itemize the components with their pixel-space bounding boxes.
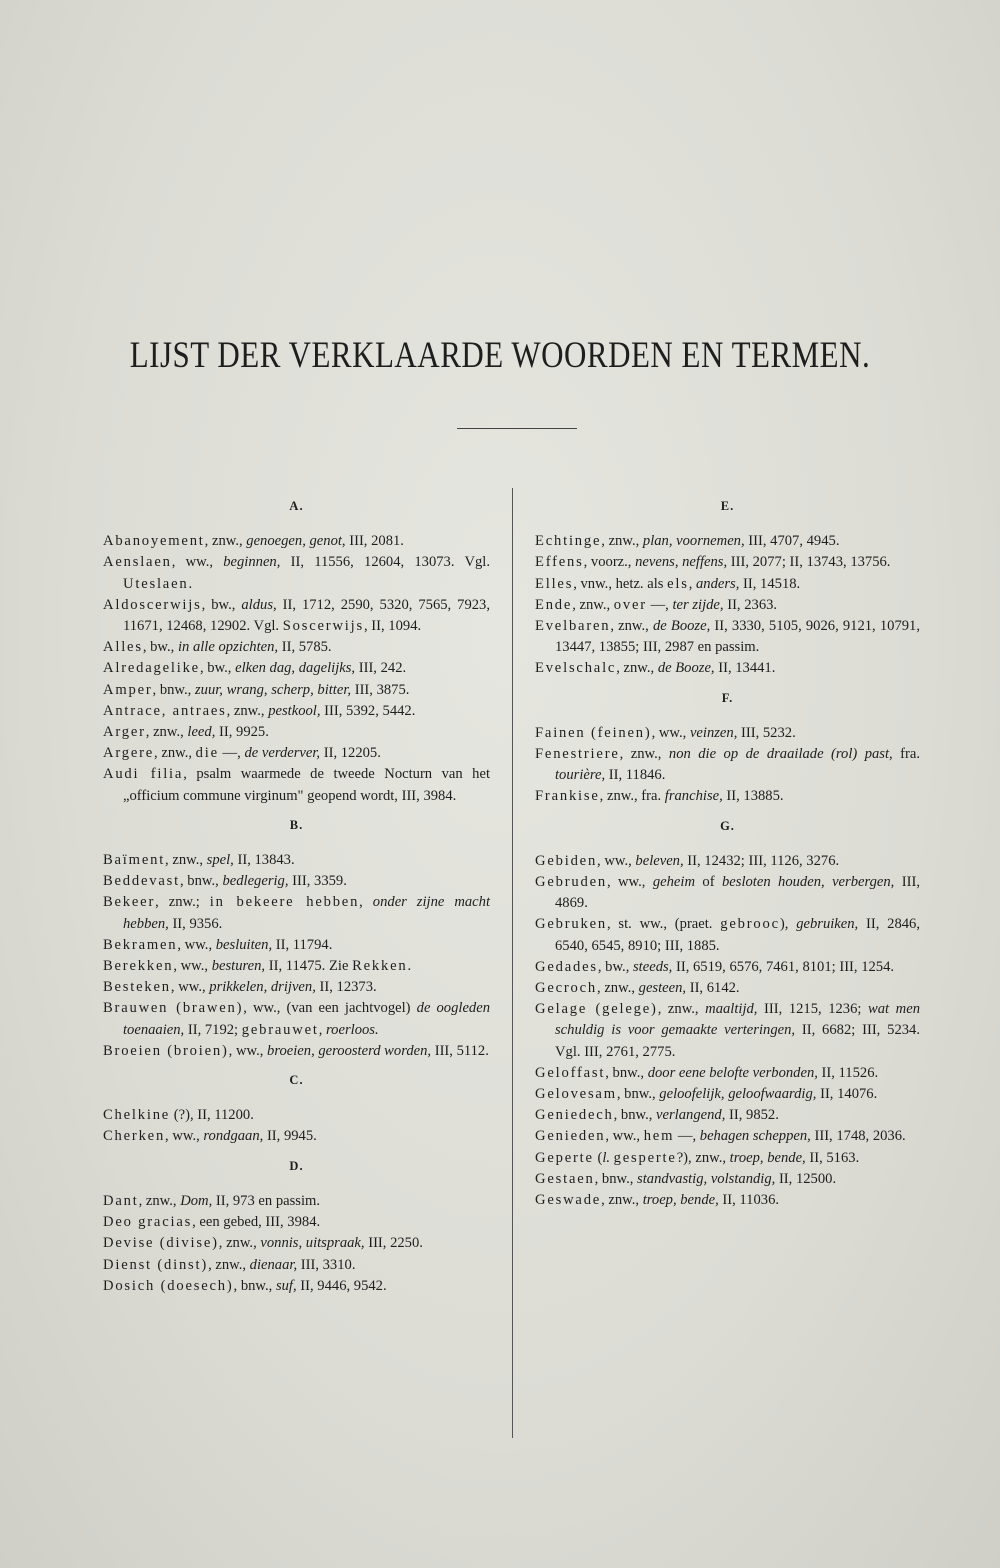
- entry-cross-reference: Soscerwijs: [282, 618, 364, 635]
- entry-text: , ww.,: [165, 1128, 204, 1145]
- entry-definition: pestkool,: [268, 702, 321, 719]
- glossary-entry: [103, 637, 490, 658]
- entry-text: , bnw.,: [180, 873, 223, 890]
- glossary-entry: [535, 552, 920, 573]
- entry-text: (: [593, 1149, 603, 1166]
- entry-headword: Gelovesam: [535, 1086, 617, 1103]
- entry-text: , znw.,: [597, 980, 639, 997]
- entry-definition: gebruiken,: [796, 916, 859, 933]
- glossary-entry: [103, 1255, 490, 1276]
- entry-definition: franchise,: [664, 788, 723, 805]
- glossary-entry: [103, 743, 490, 764]
- entry-text: III, 1748, 2036.: [810, 1128, 906, 1145]
- section-letter: B.: [289, 817, 304, 832]
- entry-text: , ww.,: [606, 874, 653, 891]
- entry-headword: Argere: [103, 745, 155, 762]
- entry-definition: behagen scheppen,: [699, 1128, 811, 1145]
- glossary-entry: [535, 723, 920, 744]
- entry-text: II, 11036.: [718, 1192, 780, 1209]
- entry-headword: Gedades: [535, 958, 598, 975]
- entry-text: III, 5392, 5442.: [320, 702, 416, 719]
- entry-text: II, 3330, 5105, 9026, 9121, 10791, 13447, 13855; III, 2987 en passim.: [555, 618, 920, 656]
- entry-definition: rondgaan,: [203, 1128, 264, 1145]
- entry-text: II, 9446, 9542.: [296, 1277, 387, 1294]
- entry-text: II, 1712, 2590, 5320, 7565, 7923, 11671, 12468, 12902. Vgl.: [123, 596, 490, 635]
- entry-text: , bnw.,: [594, 1170, 638, 1187]
- entry-cross-reference: gebrauwet: [241, 1021, 319, 1038]
- entry-headword: Amper: [103, 681, 153, 698]
- entry-definition: aldus,: [241, 596, 277, 613]
- entry-text: III, 5232.: [737, 724, 796, 741]
- entry-text: II, 9925.: [215, 724, 269, 741]
- glossary-entry: [103, 595, 490, 637]
- entry-definition: roerloos.: [326, 1021, 379, 1038]
- entry-text: II, 12500.: [775, 1170, 837, 1187]
- entry-definition: de Booze,: [652, 618, 711, 635]
- entry-text: II, 14076.: [816, 1086, 878, 1103]
- entry-headword: Gebruden: [535, 874, 607, 891]
- entry-text: III, 2081.: [345, 533, 404, 550]
- entry-definition: dienaar,: [249, 1256, 298, 1273]
- entry-text: —,: [218, 745, 245, 762]
- glossary-entry: [103, 1233, 490, 1254]
- entry-text: III, 2250.: [364, 1235, 423, 1252]
- glossary-entry: [103, 1191, 490, 1212]
- entry-headword: Fenestriere: [535, 746, 620, 763]
- entry-text: , znw.,: [657, 1001, 706, 1018]
- entry-definition: maaltijd,: [705, 1001, 758, 1018]
- entry-headword: Alles: [103, 639, 143, 656]
- entry-text: (?), II, 11200.: [170, 1107, 254, 1124]
- entry-headword: Devise (divise): [103, 1235, 219, 1252]
- entry-text: II, 5785.: [278, 639, 332, 656]
- entry-definition: genoegen, genot,: [246, 533, 346, 550]
- entry-headword: Brauwen (brawen): [103, 1000, 244, 1017]
- entry-text: , ww.,: [171, 554, 224, 571]
- glossary-entry: [535, 595, 920, 616]
- glossary-entry: [535, 574, 920, 595]
- glossary-entry: [535, 957, 920, 978]
- entry-text: , znw.,: [165, 852, 207, 869]
- entry-definition: suf,: [275, 1277, 297, 1294]
- glossary-entry: [535, 851, 920, 872]
- glossary-entry: [103, 850, 490, 871]
- entry-headword: Gebruken: [535, 916, 607, 933]
- entry-definition: beginnen,: [223, 554, 281, 571]
- entry-text: II, 2363.: [723, 596, 778, 613]
- entry-definition: vonnis, uitspraak,: [260, 1235, 365, 1252]
- entry-definition: l.: [602, 1149, 611, 1166]
- entry-text: II, 14518.: [739, 575, 801, 592]
- entry-text: , een gebed, III, 3984.: [192, 1214, 321, 1231]
- entry-text: , znw.,: [601, 533, 643, 550]
- entry-cross-reference: Rekken: [352, 958, 408, 975]
- entry-text: , ww., (van een jachtvogel): [243, 1000, 417, 1017]
- glossary-entry: [103, 1212, 490, 1233]
- entry-text: ,: [688, 575, 696, 592]
- entry-text: II, 2846, 6540, 6545, 8910; III, 1885.: [555, 916, 920, 954]
- section-letter: G.: [720, 818, 735, 833]
- entry-text: II, 11475. Zie: [265, 958, 353, 975]
- entry-definition: wat men schuldig is voor gemaakte verteringen,: [555, 1001, 920, 1039]
- entry-definition: door eene belofte verbonden,: [647, 1064, 818, 1081]
- entry-text: , bw.,: [142, 639, 178, 656]
- glossary-entry: [103, 935, 490, 956]
- glossary-entry: [103, 1276, 490, 1297]
- entry-headword: Audi filia: [103, 766, 184, 783]
- entry-text: , bnw.,: [613, 1107, 657, 1124]
- entry-text: III, 2077; II, 13743, 13756.: [727, 554, 891, 571]
- glossary-entry: [535, 1148, 920, 1169]
- glossary-entry: [535, 1084, 920, 1105]
- entry-headword: Gecroch: [535, 980, 598, 997]
- entry-text: , znw., fra.: [599, 788, 665, 805]
- entry-definition: tourière,: [555, 767, 606, 784]
- entry-text: , znw.,: [601, 1192, 643, 1209]
- entry-text: , bnw.,: [152, 681, 195, 698]
- entry-headword: Geswade: [535, 1192, 602, 1209]
- entry-text: .: [407, 958, 412, 975]
- entry-text: II, 11556, 12604, 13073. Vgl.: [280, 554, 491, 571]
- glossary-entry: [103, 658, 490, 679]
- entry-text: II, 11846.: [605, 767, 666, 784]
- entry-headword: Alredagelike: [103, 660, 200, 677]
- right-column: [535, 488, 920, 1211]
- entry-definition: onder zijne macht hebben,: [123, 894, 491, 932]
- glossary-entry: [103, 531, 490, 552]
- entry-text: II, 13441.: [714, 660, 776, 677]
- entry-text: , znw.,: [145, 724, 188, 741]
- glossary-entry: [535, 914, 920, 956]
- entry-text: , ww.,: [173, 958, 212, 975]
- entry-definition: besluiten,: [215, 936, 273, 953]
- entry-text: III, 3359.: [288, 873, 347, 890]
- glossary-entry: [535, 616, 920, 658]
- entry-text: II, 6142.: [686, 980, 740, 997]
- entry-definition: troep, bende,: [729, 1149, 806, 1166]
- entry-text: II, 13843.: [233, 852, 295, 869]
- entry-definition: besloten houden, verbergen,: [722, 874, 895, 891]
- entry-definition: spel,: [206, 852, 234, 869]
- entry-headword: Gestaen: [535, 1170, 595, 1187]
- entry-definition: plan, voornemen,: [642, 533, 745, 550]
- entry-headword: Broeien (broien): [103, 1042, 229, 1059]
- entry-headword: Evelschalc: [535, 660, 617, 677]
- entry-text: , voorz.,: [583, 554, 636, 571]
- entry-definition: prikkelen, drijven,: [209, 979, 316, 996]
- entry-headword: Beddevast: [103, 873, 180, 890]
- glossary-entry: [535, 1169, 920, 1190]
- entry-definition: besturen,: [211, 958, 266, 975]
- entry-headword: Genieden: [535, 1128, 606, 1145]
- entry-definition: gesteen,: [638, 980, 687, 997]
- entry-text: II, 6682; III, 5234. Vgl. III, 2761, 2775.: [555, 1022, 920, 1060]
- glossary-entry: [535, 1063, 920, 1084]
- entry-headword: Dant: [103, 1192, 139, 1209]
- entry-text: III, 4707, 4945.: [744, 533, 840, 550]
- glossary-entry: [103, 552, 490, 594]
- entry-definition: ter zijde,: [672, 596, 724, 613]
- entry-text: , bw.,: [201, 596, 242, 613]
- entry-headword: Effens: [535, 554, 584, 571]
- entry-text: ,: [318, 1021, 327, 1038]
- entry-definition: de verderver,: [244, 745, 321, 762]
- entry-headword: Aenslaen: [103, 554, 172, 571]
- section-letter: A.: [289, 499, 304, 513]
- entry-text: II, 13885.: [722, 788, 784, 805]
- entry-headword: Baïment: [103, 852, 166, 869]
- entry-text: II, 9852.: [725, 1107, 779, 1124]
- entry-text: II, 12205.: [320, 745, 381, 762]
- entry-headword: Frankise: [535, 788, 600, 805]
- left-column: [103, 488, 490, 1297]
- entry-text: II, 12432; III, 1126, 3276.: [683, 852, 840, 869]
- entry-text: , ww.,: [651, 724, 690, 741]
- glossary-entry: [103, 892, 490, 934]
- entry-text: —,: [674, 1128, 700, 1145]
- entry-definition: de Booze,: [657, 660, 715, 677]
- glossary-entry: [535, 978, 920, 999]
- entry-text: —,: [646, 596, 673, 613]
- glossary-entry: [103, 871, 490, 892]
- entry-headword: Gelage (gelege): [535, 1001, 658, 1018]
- entry-text: .: [188, 575, 193, 592]
- entry-definition: in alle opzichten,: [177, 639, 279, 656]
- entry-text: III, 3875.: [351, 681, 410, 698]
- entry-text: , ww.,: [228, 1042, 268, 1059]
- glossary-entry: [535, 872, 920, 914]
- entry-text: , znw.,: [208, 1256, 250, 1273]
- entry-headword: Cherken: [103, 1128, 166, 1145]
- entry-definition: broeien, geroosterd worden,: [267, 1042, 432, 1059]
- entry-cross-reference: over: [613, 596, 647, 613]
- glossary-entry: [103, 956, 490, 977]
- entry-text: , bw.,: [597, 958, 633, 975]
- glossary-entry: [535, 744, 920, 786]
- entry-headword: Gebiden: [535, 852, 598, 869]
- entry-headword: Berekken: [103, 958, 174, 975]
- entry-text: , znw.,: [619, 746, 669, 763]
- entry-text: , bnw.,: [605, 1064, 648, 1081]
- entry-text: III, 1215, 1236;: [757, 1001, 869, 1018]
- entry-definition: leed,: [187, 724, 216, 741]
- entry-definition: steeds,: [633, 958, 673, 975]
- entry-text: , znw.,: [610, 618, 653, 635]
- entry-cross-reference: els: [667, 575, 689, 592]
- entry-text: , znw.,: [572, 596, 614, 613]
- section-letter: D.: [289, 1158, 304, 1173]
- entry-text: ?), znw.,: [676, 1149, 730, 1166]
- entry-headword: Dienst (dinst): [103, 1256, 209, 1273]
- entry-text: , znw.,: [204, 533, 247, 550]
- glossary-entry: [535, 658, 920, 679]
- entry-text: , znw.,: [616, 660, 658, 677]
- entry-text: II, 7192;: [184, 1021, 242, 1038]
- glossary-entry: [535, 999, 920, 1063]
- entry-text: , ww.,: [170, 979, 210, 996]
- glossary-entry: [103, 1126, 490, 1147]
- entry-text: , ww.,: [597, 852, 636, 869]
- glossary-entry: [535, 531, 920, 552]
- entry-text: , bnw.,: [616, 1086, 660, 1103]
- entry-definition: zuur, wrang, scherp, bitter,: [194, 681, 352, 698]
- glossary-entry: [535, 1126, 920, 1147]
- entry-definition: geloofelijk, geloofwaardig,: [659, 1086, 817, 1103]
- entry-text: , znw.,: [154, 745, 196, 762]
- entry-definition: troep, bende,: [642, 1192, 719, 1209]
- entry-text: , znw.;: [155, 894, 210, 911]
- glossary-entry: [103, 1041, 490, 1062]
- entry-definition: bedlegerig,: [222, 873, 289, 890]
- entry-definition: beleven,: [635, 852, 684, 869]
- entry-text: ,: [359, 894, 373, 911]
- entry-text: , ww.,: [605, 1128, 644, 1145]
- entry-definition: nevens, neffens,: [635, 554, 728, 571]
- entry-text: III, 3310.: [297, 1256, 356, 1273]
- entry-definition: veinzen,: [689, 724, 738, 741]
- entry-headword: Elles: [535, 575, 574, 592]
- entry-headword: Besteken: [103, 979, 171, 996]
- entry-text: of: [695, 874, 722, 891]
- entry-headword: Fainen (feinen): [535, 724, 652, 741]
- entry-headword: Deo gracias: [103, 1214, 193, 1231]
- entry-text: , II, 1094.: [363, 618, 422, 635]
- entry-text: , vnw., hetz. als: [573, 575, 668, 592]
- entry-headword: Antrace, antraes: [103, 702, 227, 719]
- entry-headword: Abanoyement: [103, 533, 205, 550]
- entry-text: II, 12373.: [315, 979, 377, 996]
- entry-headword: Chelkine: [103, 1107, 171, 1124]
- entry-text: II, 11794.: [272, 936, 333, 953]
- entry-text: III, 4869.: [555, 874, 920, 912]
- entry-headword: Geniedech: [535, 1107, 614, 1124]
- entry-text: fra.: [892, 746, 921, 763]
- entry-headword: Dosich (doesech): [103, 1277, 234, 1294]
- column-divider: [512, 488, 513, 1438]
- glossary-entry: [535, 1190, 920, 1211]
- entry-definition: Dom,: [180, 1192, 213, 1209]
- entry-text: II, 973 en passim.: [212, 1192, 321, 1209]
- glossary-entry: [103, 722, 490, 743]
- section-letter: F.: [721, 690, 734, 705]
- entry-cross-reference: die: [195, 745, 219, 762]
- entry-definition: anders,: [696, 575, 740, 592]
- entry-text: , bw.,: [199, 660, 236, 677]
- glossary-entry: [103, 977, 490, 998]
- glossary-entry: [103, 680, 490, 701]
- glossary-entry: [535, 1105, 920, 1126]
- entry-headword: Echtinge: [535, 533, 602, 550]
- entry-cross-reference: in bekeere hebben: [209, 894, 360, 911]
- entry-definition: non die op de draailade (rol) past,: [668, 746, 893, 763]
- entry-headword: Bekramen: [103, 936, 178, 953]
- entry-text: , znw.,: [226, 702, 269, 719]
- entry-headword: Evelbaren: [535, 618, 611, 635]
- entry-text: , znw.,: [138, 1192, 181, 1209]
- entry-headword: Aldoscerwijs: [103, 596, 202, 613]
- page-title: LIJST DER VERKLAARDE WOORDEN EN TERMEN.: [129, 334, 871, 376]
- entry-headword: Bekeer: [103, 894, 156, 911]
- entry-text: , znw.,: [218, 1235, 261, 1252]
- entry-definition: verlangend,: [656, 1107, 726, 1124]
- entry-headword: Geloffast: [535, 1064, 606, 1081]
- entry-cross-reference: hem: [643, 1128, 675, 1145]
- entry-definition: geheim: [652, 874, 696, 891]
- entry-headword: Ende: [535, 596, 573, 613]
- entry-cross-reference: Uteslaen: [123, 575, 189, 592]
- glossary-entry: [103, 1105, 490, 1126]
- entry-text: II, 11526.: [817, 1064, 879, 1081]
- title-rule: [457, 428, 577, 429]
- entry-text: II, 9945.: [263, 1128, 317, 1145]
- entry-definition: de oogleden toenaaien,: [123, 1000, 491, 1038]
- entry-definition: standvastig, volstandig,: [637, 1170, 776, 1187]
- entry-text: , ww.,: [177, 936, 216, 953]
- entry-text: ),: [779, 916, 797, 933]
- entry-cross-reference: gesperte: [613, 1149, 677, 1166]
- entry-text: , bnw.,: [233, 1277, 276, 1294]
- entry-text: II, 9356.: [168, 915, 223, 932]
- section-letter: E.: [720, 499, 735, 513]
- entry-cross-reference: gebrooc: [720, 916, 780, 933]
- entry-text: III, 5112.: [431, 1042, 489, 1059]
- entry-text: , st. ww., (praet.: [606, 916, 721, 933]
- entry-headword: Arger: [103, 724, 146, 741]
- entry-text: , psalm waarmede de tweede Nocturn van het „officium commune virginum" geopend wordt, III, 3984.: [123, 766, 491, 804]
- entry-text: II, 6519, 6576, 7461, 8101; III, 1254.: [672, 958, 895, 975]
- section-letter: C.: [289, 1073, 304, 1088]
- glossary-entry: [103, 764, 490, 806]
- glossary-entry: [103, 998, 490, 1040]
- entry-definition: elken dag, dagelijks,: [235, 660, 356, 677]
- entry-headword: Geperte: [535, 1149, 594, 1166]
- entry-text: II, 5163.: [805, 1149, 860, 1166]
- glossary-entry: [103, 701, 490, 722]
- glossary-entry: [535, 786, 920, 807]
- entry-text: III, 242.: [355, 660, 407, 677]
